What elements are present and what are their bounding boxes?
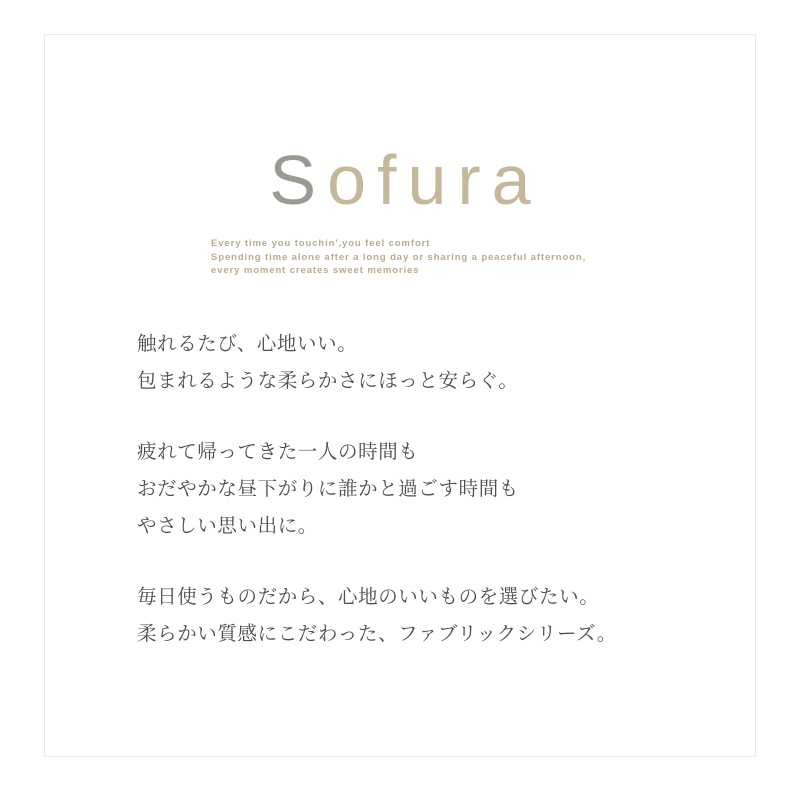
copy-paragraph-1 [137,325,737,399]
brand-tagline-line-2: Spending time alone after a long day or sharing a peaceful afternoon, [211,251,587,263]
copy-line: 柔らかい質感にこだわった、ファブリックシリーズ。 [137,622,617,645]
brand-title-rest: ofura [327,141,542,219]
copy-line: 疲れて帰ってきた一人の時間も [137,440,419,463]
brand-title-initial: S [269,141,328,219]
brand-tagline [45,237,757,278]
copy-line: 包まれるような柔らかさにほっと安らぐ。 [137,369,519,392]
brand-title [45,141,755,219]
copy-paragraph-2 [137,433,737,544]
brand-tagline-line-1: Every time you touchin',you feel comfort [211,238,431,249]
content-frame [44,34,756,757]
copy-paragraph-3 [137,578,737,652]
copy-line: おだやかな昼下がりに誰かと過ごす時間も [137,477,519,500]
brand-tagline-line-3: every moment creates sweet memories [211,265,420,276]
copy-line: 毎日使うものだから、心地のいいものを選びたい。 [137,585,600,608]
copy-line: 触れるたび、心地いい。 [137,332,358,355]
copy-line: やさしい思い出に。 [137,514,318,537]
brand-block [45,141,755,278]
body-copy [137,325,737,652]
